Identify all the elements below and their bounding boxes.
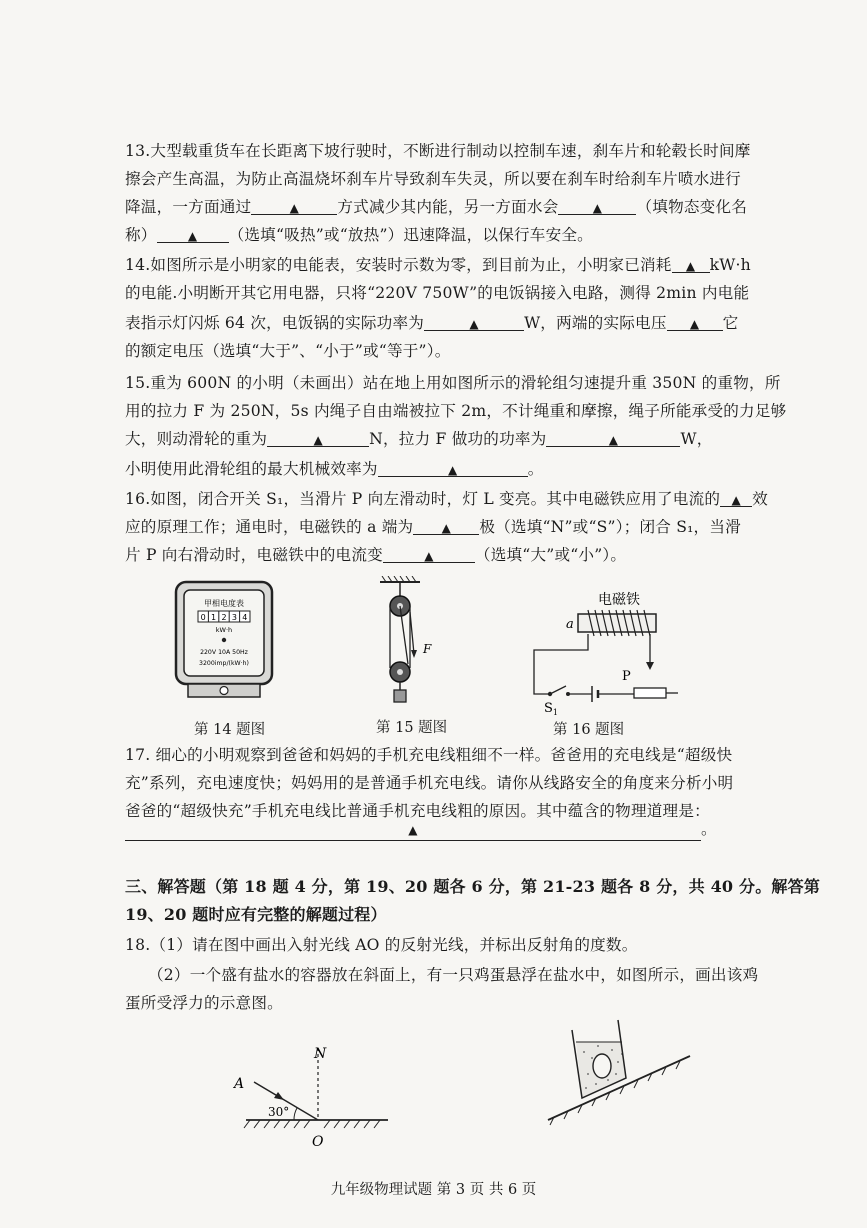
weight-block: [394, 690, 406, 702]
meter-spec: 3200imp/(kW·h): [199, 660, 249, 667]
rheostat: [634, 688, 666, 698]
angle-label: 30°: [268, 1105, 290, 1119]
q13-line1: 13.大型载重货车在长距离下坡行驶时，不断进行制动以控制车速，刹车片和轮毂长时间摩: [125, 142, 751, 160]
answer-blank[interactable]: [125, 818, 701, 841]
q17-text: 。: [701, 820, 717, 838]
blank-marker: ▲: [731, 493, 741, 507]
q13-line4: [125, 224, 593, 246]
q13-line3: [125, 196, 747, 218]
q18-line1: 18.（1）请在图中画出入射光线 AO 的反射光线，并标出反射角的度数。: [125, 936, 638, 954]
q13-text: 称）: [125, 226, 157, 244]
q13-text: （选填“吸热”或“放热”）迅速降温，以保行车安全。: [228, 226, 593, 244]
answer-blank[interactable]: [378, 458, 528, 477]
q14-text: 它: [722, 314, 739, 332]
q13-text: 降温，一方面通过: [125, 198, 252, 216]
q13-text: （填物态变化名: [636, 198, 748, 216]
slider-arrow: [646, 662, 654, 670]
q15-line4: [125, 458, 544, 480]
section-3-heading-cont: 19、20 题时应有完整的解题过程）: [125, 905, 387, 924]
q14-line3: [125, 312, 738, 334]
q15-line2: 用的拉力 F 为 250N，5s 内绳子自由端被拉下 2m，不计绳重和摩擦，绳子所能承受的力足够: [125, 402, 787, 420]
slider-p-label: P: [622, 669, 631, 684]
blank-marker: ▲: [689, 317, 700, 331]
blank-marker: ▲: [592, 201, 603, 215]
q15-line3: [125, 428, 713, 450]
meter-unit: kW·h: [215, 626, 233, 634]
meter-spec: 220V 10A 50Hz: [200, 649, 248, 656]
page-footer: 九年级物理试题 第 3 页 共 6 页: [330, 1182, 537, 1198]
answer-blank[interactable]: [424, 312, 524, 331]
answer-blank[interactable]: [546, 428, 680, 447]
switch-s1-label: [544, 701, 558, 716]
electromagnet-circuit-figure: [530, 586, 690, 716]
q15-text: 。: [527, 460, 544, 478]
q17-line4: [125, 818, 717, 841]
q14-line1: [125, 254, 751, 276]
q14-text: 表指示灯闪烁 64 次，电饭锅的实际功率为: [125, 314, 425, 332]
q16-text: 应的原理工作；通电时，电磁铁的 a 端为: [125, 518, 414, 536]
answer-blank[interactable]: [251, 196, 337, 215]
q13-line2: 擦会产生高温，为防止高温烧坏刹车片导致刹车失灵，所以要在刹车时给刹车片喷水进行: [125, 170, 741, 188]
meter-digit: 3: [231, 613, 237, 622]
answer-blank[interactable]: [383, 544, 475, 563]
incident-ray-arrow: [274, 1092, 284, 1100]
q16-text: 16.如图，闭合开关 S₁，当滑片 P 向左滑动时，灯 L 变亮。其中电磁铁应用了电流的: [125, 490, 721, 508]
switch-s1: [550, 686, 566, 694]
force-label: F: [423, 642, 432, 656]
answer-blank[interactable]: [667, 312, 723, 331]
figure-caption: 第 16 题图: [553, 722, 625, 738]
q17-line3: 爸爸的“超级快充”手机充电线比普通手机充电线粗的原因。其中蕴含的物理道理是：: [125, 802, 710, 820]
electromagnet-label: 电磁铁: [598, 592, 640, 608]
blank-marker: ▲: [685, 259, 696, 273]
q17-line1: 17. 细心的小明观察到爸爸和妈妈的手机充电线粗细不一样。爸爸用的充电线是“超级快: [125, 746, 733, 764]
blank-marker: ▲: [313, 433, 323, 447]
answer-blank[interactable]: [558, 196, 636, 215]
egg: [593, 1054, 611, 1078]
blank-marker: ▲: [441, 521, 452, 535]
q14-line4: 的额定电压（选填“大于”、“小于”或“等于”）。: [125, 342, 451, 360]
blank-marker: ▲: [447, 463, 458, 477]
point-a-label: A: [234, 1076, 245, 1092]
q16-line3: [125, 544, 626, 566]
figure-caption: 第 14 题图: [194, 722, 266, 738]
blank-marker: ▲: [408, 823, 418, 837]
section-3-heading: 三、解答题（第 18 题 4 分，第 19、20 题各 6 分，第 21-23 题各 8 分，共 40 分。解答第: [125, 877, 821, 896]
q18-line2: （2）一个盛有盐水的容器放在斜面上，有一只鸡蛋悬浮在盐水中，如图所示，画出该鸡: [148, 966, 759, 984]
answer-blank[interactable]: [413, 516, 479, 535]
point-o-label: O: [312, 1134, 324, 1150]
q15-text: 大，则动滑轮的重为: [125, 430, 268, 448]
q16-text: 极（选填“N”或“S”）；闭合 S₁，当滑: [479, 518, 741, 536]
meter-digit: 2: [221, 613, 227, 622]
blank-marker: ▲: [424, 549, 434, 563]
meter-digit: 0: [200, 613, 206, 622]
meter-digit: 1: [211, 613, 217, 622]
q16-line2: [125, 516, 741, 538]
blank-marker: ▲: [187, 229, 198, 243]
q16-text: 效: [752, 490, 768, 508]
answer-blank[interactable]: [157, 224, 229, 243]
q14-text: 14.如图所示是小明家的电能表，安装时示数为零，到目前为止，小明家已消耗: [125, 256, 672, 274]
meter-digit: 4: [242, 613, 248, 622]
q14-line2: 的电能.小明断开其它用电器，只将“220V 750W”的电饭锅接入电路，测得 2min 内电能: [125, 284, 750, 302]
q16-text: 片 P 向右滑动时，电磁铁中的电流变: [125, 546, 383, 564]
blank-marker: ▲: [608, 433, 619, 447]
meter-title: 甲相电度表: [204, 599, 244, 608]
switch-s-subscript: 1: [552, 708, 558, 716]
q14-text: W，两端的实际电压: [524, 314, 667, 332]
blank-marker: ▲: [289, 201, 300, 215]
normal-n-label: N: [314, 1046, 327, 1062]
answer-blank[interactable]: [720, 488, 752, 507]
pulley-figure: [370, 576, 440, 706]
q16-line1: [125, 488, 768, 510]
q14-text: kW·h: [709, 256, 751, 274]
end-a-label: a: [566, 617, 574, 632]
meter-indicator-light: [222, 638, 226, 642]
reflection-figure: [228, 1040, 398, 1160]
blank-marker: ▲: [469, 317, 479, 331]
q16-text: （选填“大”或“小”）。: [474, 546, 627, 564]
figure-caption: 第 15 题图: [376, 720, 448, 736]
q17-line2: 充”系列，充电速度快；妈妈用的是普通手机充电线。请你从线路安全的角度来分析小明: [125, 774, 734, 792]
q15-text: N，拉力 F 做功的功率为: [369, 430, 547, 448]
meter-digits: [198, 611, 250, 622]
q15-text: W，: [680, 430, 713, 448]
q13-text: 方式减少其内能，另一方面水会: [337, 198, 559, 216]
answer-blank[interactable]: [267, 428, 369, 447]
q18-line3: 蛋所受浮力的示意图。: [125, 994, 283, 1012]
electric-meter-figure: [174, 580, 274, 700]
incline-container-figure: [540, 1016, 700, 1126]
q15-line1: 15.重为 600N 的小明（未画出）站在地上用如图所示的滑轮组匀速提升重 350N 的重物，所: [125, 374, 781, 392]
q15-text: 小明使用此滑轮组的最大机械效率为: [125, 460, 378, 478]
switch-s-letter: S: [544, 701, 553, 716]
answer-blank[interactable]: [672, 254, 710, 273]
